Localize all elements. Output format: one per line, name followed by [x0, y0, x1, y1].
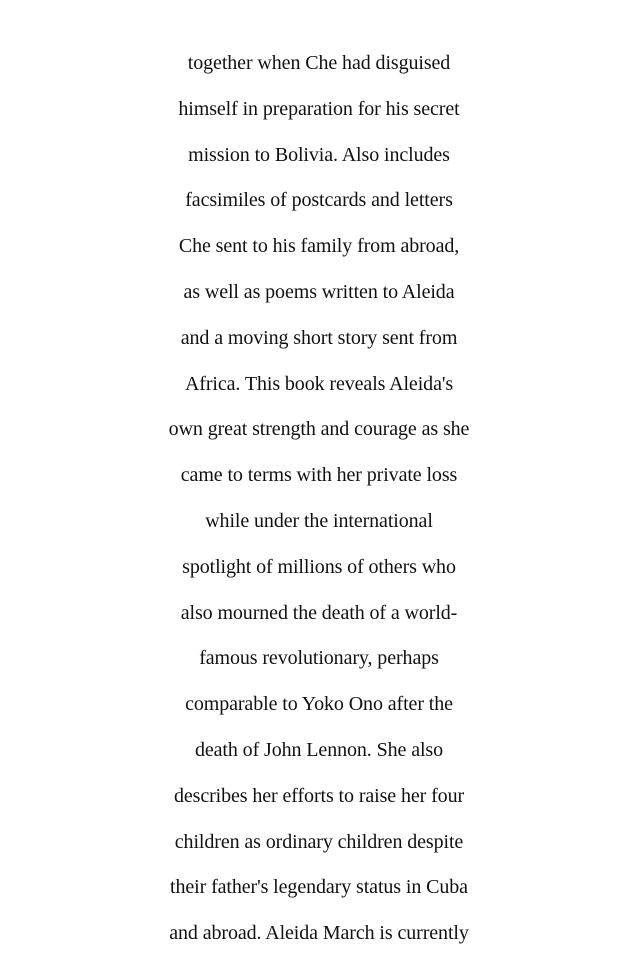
text-line: and abroad. Aleida March is currently: [169, 922, 469, 945]
text-line: facsimiles of postcards and letters: [185, 189, 453, 212]
text-line: famous revolutionary, perhaps: [199, 647, 439, 670]
text-line: came to terms with her private loss: [180, 464, 458, 487]
text-line: comparable to Yoko Ono after the: [185, 693, 453, 716]
text-line: death of John Lennon. She also: [194, 738, 444, 761]
text-line: their father's legendary status in Cuba: [170, 876, 468, 899]
text-line: while under the international: [205, 509, 433, 532]
text-line: spotlight of millions of others who: [182, 555, 456, 578]
text-line: own great strength and courage as she: [168, 418, 470, 441]
text-line: mission to Bolivia. Also includes: [188, 143, 450, 166]
text-line: himself in preparation for his secret: [178, 97, 460, 120]
text-line: also mourned the death of a world-: [180, 601, 458, 624]
body-paragraph: [0, 41, 638, 957]
text-line: children as ordinary children despite: [174, 830, 464, 853]
text-line: Africa. This book reveals Aleida's: [184, 372, 454, 395]
text-line: Che sent to his family from abroad,: [178, 235, 460, 258]
text-line: together when Che had disguised: [187, 52, 451, 74]
text-line: as well as poems written to Aleida: [183, 280, 455, 303]
text-line: describes her efforts to raise her four: [173, 784, 465, 807]
text-line: and a moving short story sent from: [180, 326, 458, 349]
